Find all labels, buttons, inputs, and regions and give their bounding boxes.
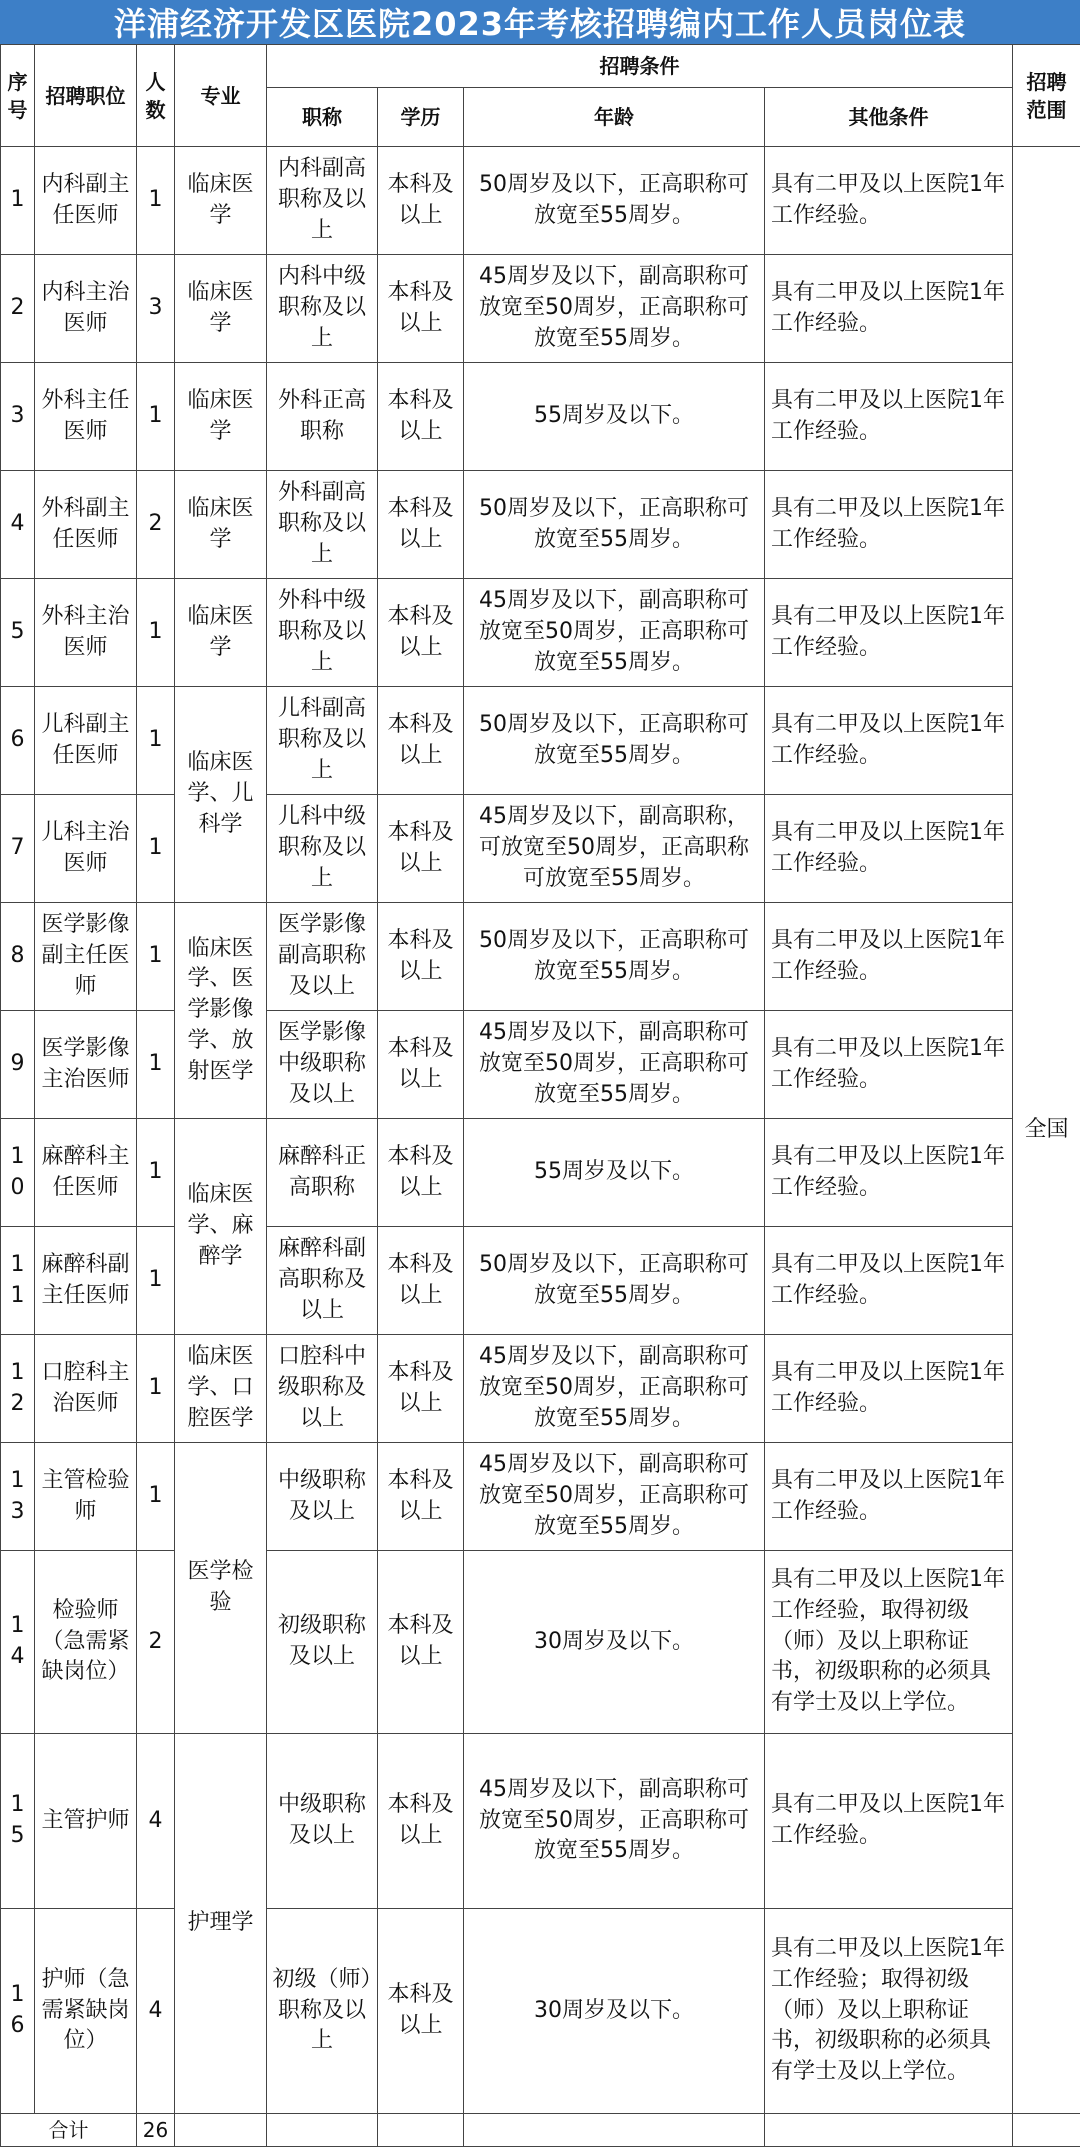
- cell-other: 具有二甲及以上医院1年工作经验。: [765, 1734, 1013, 1909]
- cell-title: 口腔科中级职称及以上: [267, 1335, 378, 1443]
- cell-age: 45周岁及以下，副高职称可放宽至50周岁，正高职称可放宽至55周岁。: [464, 1734, 765, 1909]
- cell-edu: 本科及以上: [378, 1443, 464, 1551]
- cell-seq: 3: [1, 363, 35, 471]
- cell-position: 内科副主任医师: [35, 147, 137, 255]
- cell-edu: 本科及以上: [378, 795, 464, 903]
- cell-title: 中级职称及以上: [267, 1734, 378, 1909]
- cell-count: 1: [137, 687, 175, 795]
- cell-other: 具有二甲及以上医院1年工作经验。: [765, 1011, 1013, 1119]
- cell-count: 1: [137, 1227, 175, 1335]
- cell-major: 临床医学、麻醉学: [175, 1119, 267, 1335]
- cell-other: 具有二甲及以上医院1年工作经验。: [765, 147, 1013, 255]
- cell-other: 具有二甲及以上医院1年工作经验。: [765, 1119, 1013, 1227]
- cell-other: 具有二甲及以上医院1年工作经验。: [765, 687, 1013, 795]
- cell-age: 30周岁及以下。: [464, 1909, 765, 2114]
- total-empty-cell: [1013, 2114, 1080, 2147]
- cell-count: 1: [137, 1335, 175, 1443]
- table-row: [1, 1734, 1080, 1909]
- cell-title: 医学影像中级职称及以上: [267, 1011, 378, 1119]
- cell-seq: 2: [1, 255, 35, 363]
- cell-count: 1: [137, 363, 175, 471]
- cell-other: 具有二甲及以上医院1年工作经验，取得初级（师）及以上职称证书，初级职称的必须具有学士及以上学位。: [765, 1551, 1013, 1734]
- cell-seq: 4: [1, 471, 35, 579]
- cell-major: 临床医学: [175, 579, 267, 687]
- cell-title: 儿科副高职称及以上: [267, 687, 378, 795]
- cell-position: 外科副主任医师: [35, 471, 137, 579]
- cell-count: 1: [137, 579, 175, 687]
- cell-edu: 本科及以上: [378, 1119, 464, 1227]
- cell-title: 医学影像副高职称及以上: [267, 903, 378, 1011]
- cell-other: 具有二甲及以上医院1年工作经验。: [765, 579, 1013, 687]
- cell-age: 45周岁及以下，副高职称可放宽至50周岁，正高职称可放宽至55周岁。: [464, 1011, 765, 1119]
- cell-title: 外科副高职称及以上: [267, 471, 378, 579]
- cell-position: 医学影像副主任医师: [35, 903, 137, 1011]
- header-conditions: 招聘条件: [267, 45, 1013, 88]
- header-position: 招聘职位: [35, 45, 137, 147]
- cell-other: 具有二甲及以上医院1年工作经验；取得初级（师）及以上职称证书，初级职称的必须具有学士及以上学位。: [765, 1909, 1013, 2114]
- cell-title: 内科中级职称及以上: [267, 255, 378, 363]
- cell-edu: 本科及以上: [378, 903, 464, 1011]
- cell-other: 具有二甲及以上医院1年工作经验。: [765, 795, 1013, 903]
- cell-seq: 14: [1, 1551, 35, 1734]
- cell-seq: 13: [1, 1443, 35, 1551]
- cell-count: 3: [137, 255, 175, 363]
- table-row: [1, 363, 1080, 471]
- total-value: 26: [137, 2114, 175, 2147]
- table-row: [1, 687, 1080, 795]
- cell-position: 医学影像主治医师: [35, 1011, 137, 1119]
- cell-title: 外科正高职称: [267, 363, 378, 471]
- cell-position: 口腔科主治医师: [35, 1335, 137, 1443]
- header-title-req: 职称: [267, 88, 378, 147]
- table-row: [1, 1551, 1080, 1734]
- cell-position: 外科主任医师: [35, 363, 137, 471]
- table-row: [1, 1227, 1080, 1335]
- total-empty-cell: [464, 2114, 765, 2147]
- cell-age: 30周岁及以下。: [464, 1551, 765, 1734]
- total-label: 合计: [1, 2114, 137, 2147]
- cell-position: 内科主治医师: [35, 255, 137, 363]
- cell-edu: 本科及以上: [378, 255, 464, 363]
- cell-major: 临床医学: [175, 363, 267, 471]
- cell-seq: 8: [1, 903, 35, 1011]
- cell-major: 临床医学: [175, 471, 267, 579]
- cell-seq: 11: [1, 1227, 35, 1335]
- cell-title: 儿科中级职称及以上: [267, 795, 378, 903]
- cell-seq: 5: [1, 579, 35, 687]
- table-row: [1, 579, 1080, 687]
- table-row: [1, 1119, 1080, 1227]
- cell-age: 55周岁及以下。: [464, 363, 765, 471]
- cell-count: 2: [137, 471, 175, 579]
- cell-edu: 本科及以上: [378, 1551, 464, 1734]
- cell-age: 45周岁及以下，副高职称，可放宽至50周岁，正高职称可放宽至55周岁。: [464, 795, 765, 903]
- cell-position: 麻醉科主任医师: [35, 1119, 137, 1227]
- cell-age: 50周岁及以下，正高职称可放宽至55周岁。: [464, 471, 765, 579]
- cell-age: 45周岁及以下，副高职称可放宽至50周岁，正高职称可放宽至55周岁。: [464, 1335, 765, 1443]
- cell-count: 1: [137, 147, 175, 255]
- cell-edu: 本科及以上: [378, 579, 464, 687]
- table-row: [1, 1335, 1080, 1443]
- header-education: 学历: [378, 88, 464, 147]
- cell-edu: 本科及以上: [378, 1335, 464, 1443]
- cell-position: 主管检验师: [35, 1443, 137, 1551]
- cell-position: 检验师（急需紧缺岗位）: [35, 1551, 137, 1734]
- cell-major: 临床医学、儿科学: [175, 687, 267, 903]
- cell-major: 医学检验: [175, 1443, 267, 1734]
- cell-major: 护理学: [175, 1734, 267, 2114]
- cell-edu: 本科及以上: [378, 147, 464, 255]
- header-age: 年龄: [464, 88, 765, 147]
- cell-seq: 10: [1, 1119, 35, 1227]
- cell-edu: 本科及以上: [378, 1011, 464, 1119]
- cell-other: 具有二甲及以上医院1年工作经验。: [765, 363, 1013, 471]
- cell-position: 儿科副主任医师: [35, 687, 137, 795]
- cell-seq: 7: [1, 795, 35, 903]
- cell-title: 中级职称及以上: [267, 1443, 378, 1551]
- cell-scope: 全国: [1013, 147, 1080, 2114]
- cell-major: 临床医学、医学影像学、放射医学: [175, 903, 267, 1119]
- total-empty-cell: [267, 2114, 378, 2147]
- table-row: [1, 471, 1080, 579]
- cell-major: 临床医学: [175, 147, 267, 255]
- table-row: [1, 795, 1080, 903]
- cell-count: 4: [137, 1734, 175, 1909]
- header-other: 其他条件: [765, 88, 1013, 147]
- cell-edu: 本科及以上: [378, 687, 464, 795]
- cell-age: 50周岁及以下，正高职称可放宽至55周岁。: [464, 687, 765, 795]
- total-empty-cell: [378, 2114, 464, 2147]
- cell-major: 临床医学: [175, 255, 267, 363]
- cell-position: 主管护师: [35, 1734, 137, 1909]
- cell-edu: 本科及以上: [378, 1227, 464, 1335]
- table-row: [1, 255, 1080, 363]
- cell-seq: 9: [1, 1011, 35, 1119]
- cell-title: 内科副高职称及以上: [267, 147, 378, 255]
- cell-edu: 本科及以上: [378, 1734, 464, 1909]
- cell-age: 45周岁及以下，副高职称可放宽至50周岁，正高职称可放宽至55周岁。: [464, 1443, 765, 1551]
- cell-age: 55周岁及以下。: [464, 1119, 765, 1227]
- total-row: [1, 2114, 1080, 2147]
- cell-count: 4: [137, 1909, 175, 2114]
- table-row: [1, 1909, 1080, 2114]
- cell-count: 1: [137, 1119, 175, 1227]
- total-empty-cell: [765, 2114, 1013, 2147]
- cell-title: 麻醉科正高职称: [267, 1119, 378, 1227]
- cell-other: 具有二甲及以上医院1年工作经验。: [765, 1227, 1013, 1335]
- cell-edu: 本科及以上: [378, 471, 464, 579]
- header-major: 专业: [175, 45, 267, 147]
- total-empty-cell: [175, 2114, 267, 2147]
- cell-seq: 12: [1, 1335, 35, 1443]
- cell-position: 外科主治医师: [35, 579, 137, 687]
- cell-age: 50周岁及以下，正高职称可放宽至55周岁。: [464, 903, 765, 1011]
- cell-other: 具有二甲及以上医院1年工作经验。: [765, 1443, 1013, 1551]
- header-seq: 序号: [1, 45, 35, 147]
- recruitment-table: [0, 44, 1080, 2147]
- page-title: 洋浦经济开发区医院2023年考核招聘编内工作人员岗位表: [0, 0, 1080, 44]
- cell-edu: 本科及以上: [378, 363, 464, 471]
- table-row: [1, 903, 1080, 1011]
- cell-seq: 1: [1, 147, 35, 255]
- table-row: [1, 1011, 1080, 1119]
- cell-position: 护师（急需紧缺岗位）: [35, 1909, 137, 2114]
- cell-count: 1: [137, 795, 175, 903]
- cell-count: 2: [137, 1551, 175, 1734]
- cell-other: 具有二甲及以上医院1年工作经验。: [765, 255, 1013, 363]
- cell-title: 麻醉科副高职称及以上: [267, 1227, 378, 1335]
- cell-seq: 16: [1, 1909, 35, 2114]
- cell-other: 具有二甲及以上医院1年工作经验。: [765, 1335, 1013, 1443]
- cell-other: 具有二甲及以上医院1年工作经验。: [765, 903, 1013, 1011]
- header-scope: 招聘范围: [1013, 45, 1080, 147]
- cell-age: 50周岁及以下，正高职称可放宽至55周岁。: [464, 147, 765, 255]
- cell-count: 1: [137, 1443, 175, 1551]
- cell-count: 1: [137, 1011, 175, 1119]
- table-row: [1, 1443, 1080, 1551]
- cell-title: 初级（师）职称及以上: [267, 1909, 378, 2114]
- cell-position: 儿科主治医师: [35, 795, 137, 903]
- cell-seq: 15: [1, 1734, 35, 1909]
- cell-count: 1: [137, 903, 175, 1011]
- table-row: [1, 147, 1080, 255]
- header-count: 人数: [137, 45, 175, 147]
- cell-age: 50周岁及以下，正高职称可放宽至55周岁。: [464, 1227, 765, 1335]
- cell-other: 具有二甲及以上医院1年工作经验。: [765, 471, 1013, 579]
- cell-seq: 6: [1, 687, 35, 795]
- cell-position: 麻醉科副主任医师: [35, 1227, 137, 1335]
- cell-title: 初级职称及以上: [267, 1551, 378, 1734]
- cell-major: 临床医学、口腔医学: [175, 1335, 267, 1443]
- cell-age: 45周岁及以下，副高职称可放宽至50周岁，正高职称可放宽至55周岁。: [464, 579, 765, 687]
- cell-title: 外科中级职称及以上: [267, 579, 378, 687]
- cell-edu: 本科及以上: [378, 1909, 464, 2114]
- cell-age: 45周岁及以下，副高职称可放宽至50周岁，正高职称可放宽至55周岁。: [464, 255, 765, 363]
